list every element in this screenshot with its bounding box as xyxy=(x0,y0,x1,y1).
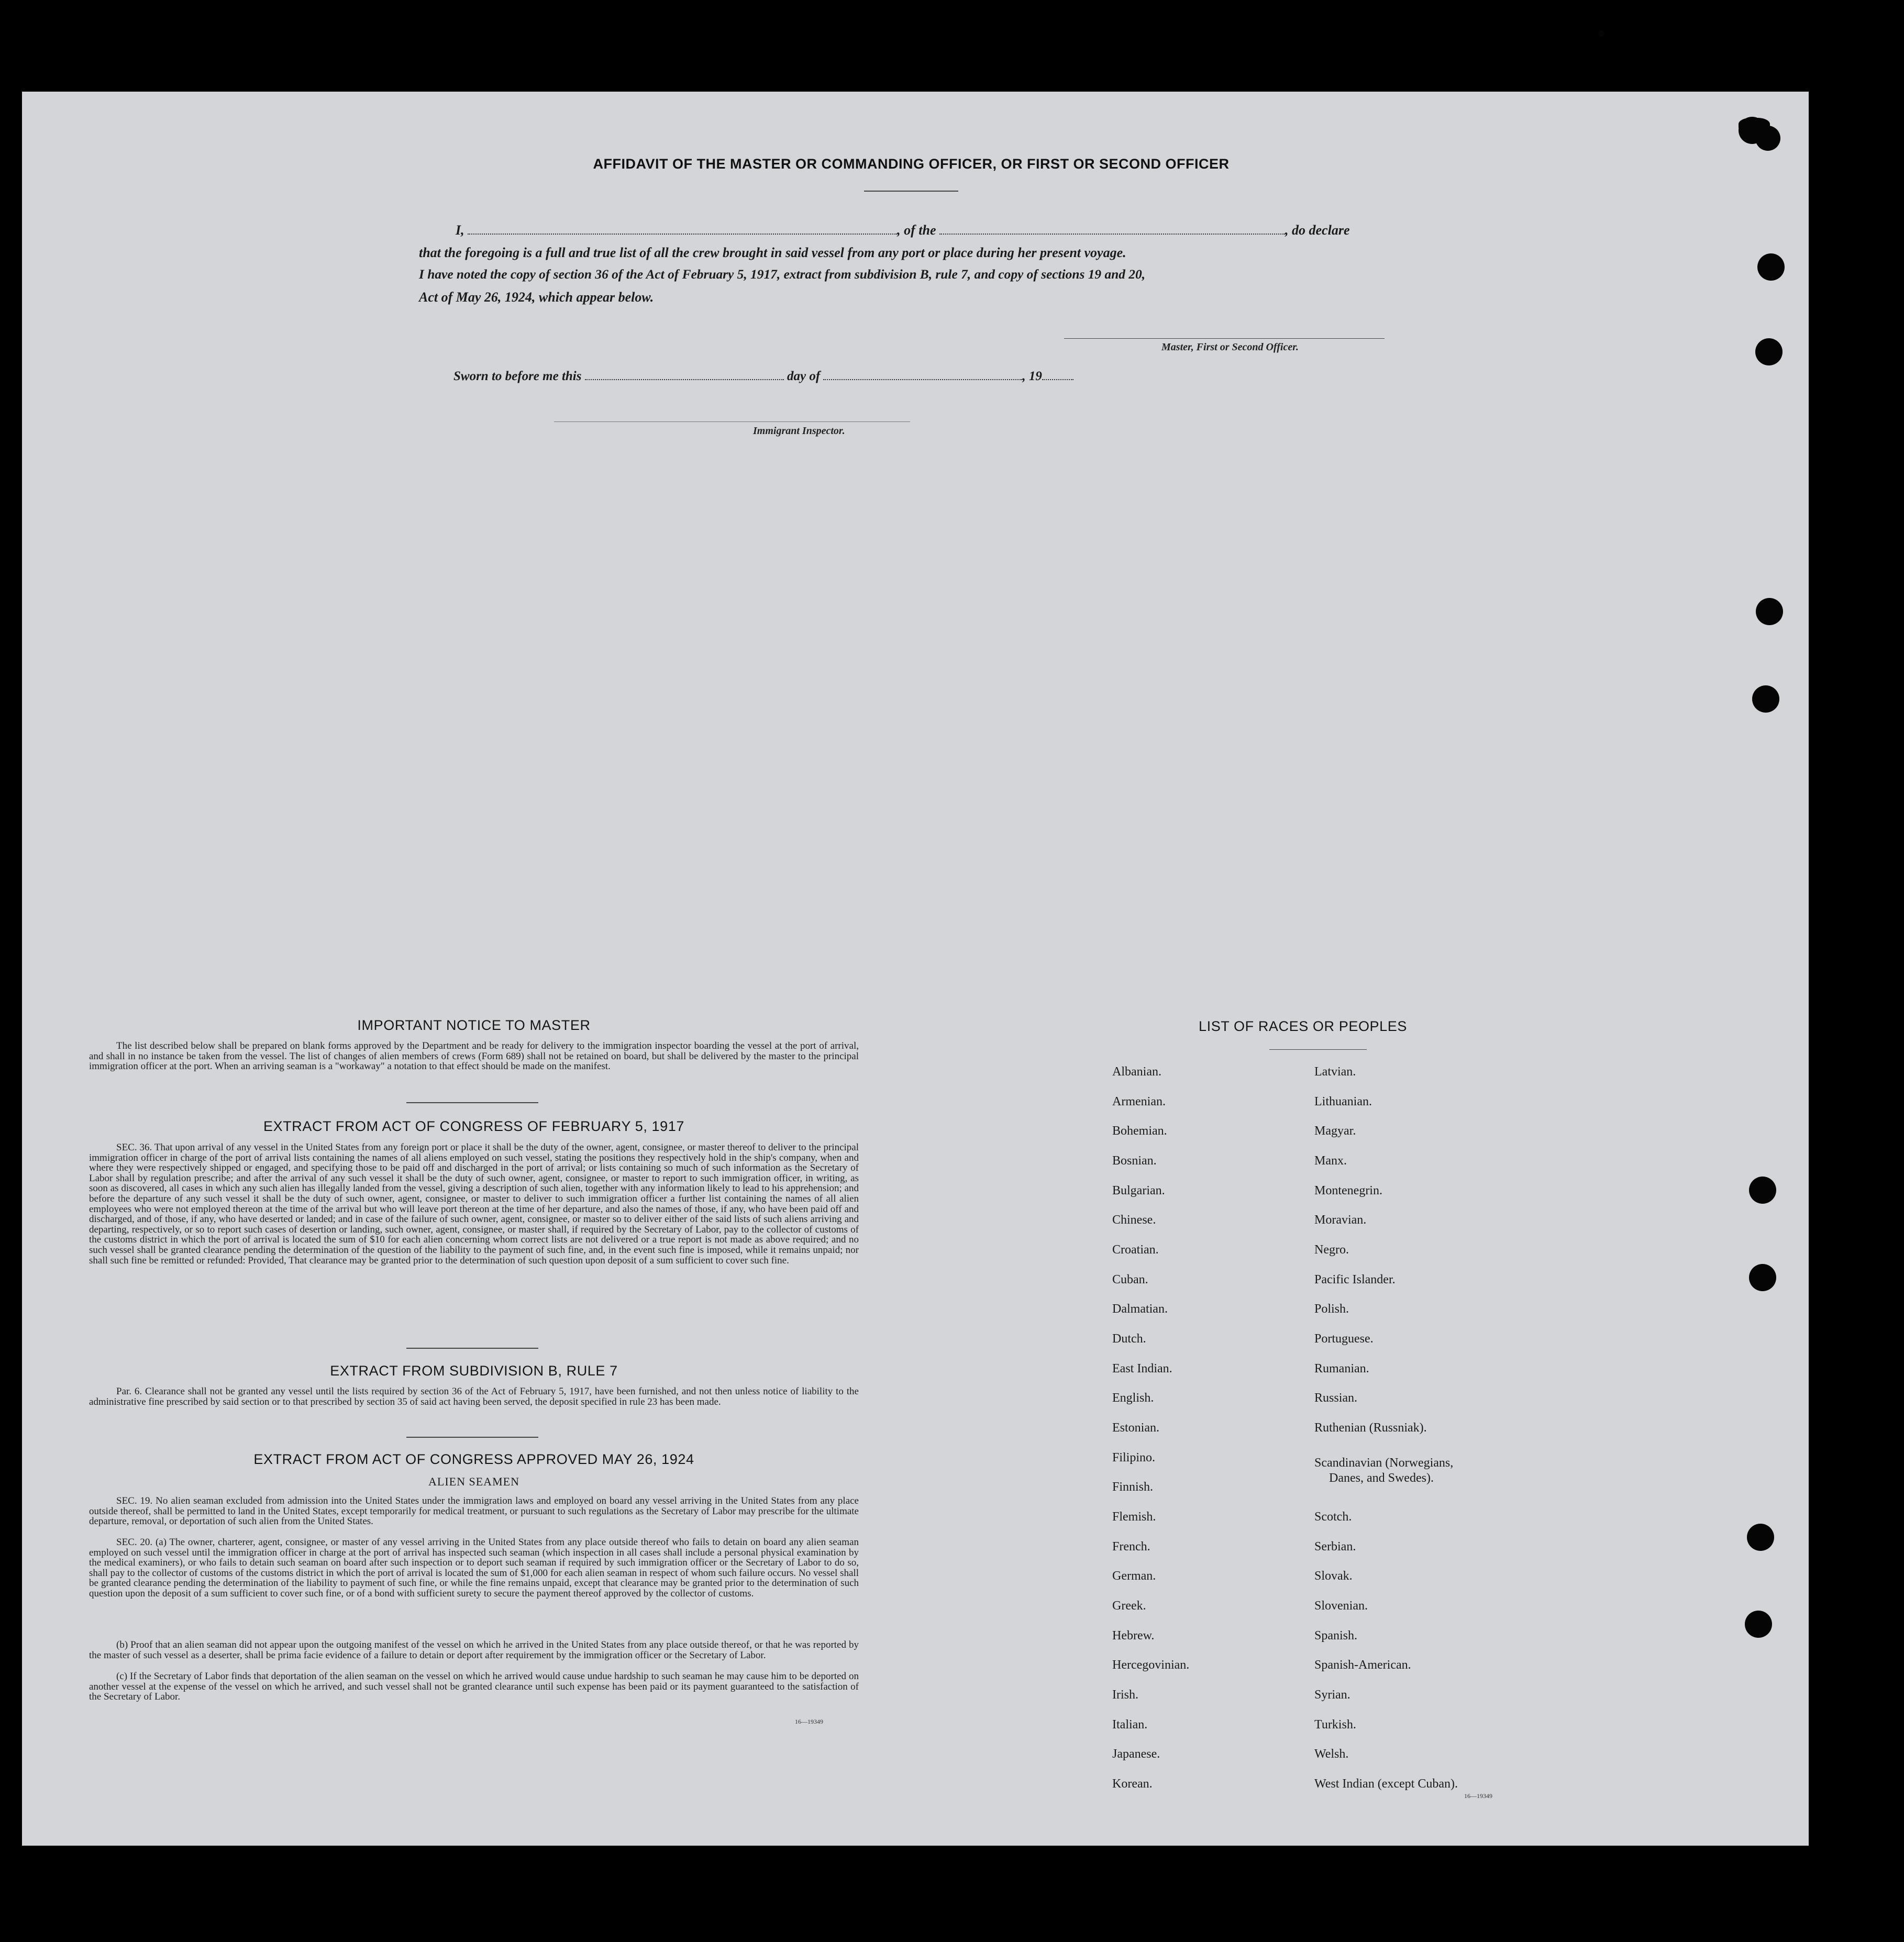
divider xyxy=(406,1348,538,1349)
sworn-label: Sworn to before me this xyxy=(453,369,582,383)
notice-title: IMPORTANT NOTICE TO MASTER xyxy=(357,1017,591,1033)
race-item: Greek. xyxy=(1112,1599,1146,1613)
race-item: Lithuanian. xyxy=(1314,1095,1372,1108)
affidavit-title: AFFIDAVIT OF THE MASTER OR COMMANDING OFFICER, OR FIRST OR SECOND OFFICER xyxy=(593,156,1230,172)
race-item: Rumanian. xyxy=(1314,1362,1369,1375)
punch-hole xyxy=(1598,30,1604,37)
sec20b-text: (b) Proof that an alien seaman did not appear upon the outgoing manifest of the vessel on which he arrived in the United States from any place outside thereof, or that he was reported by the master of such vessel as a deserter, shall be prima facie evidence of a failure to detain or deport after requirement by the immigration officer or the Secretary of Labor. xyxy=(89,1639,859,1661)
declaration-line-4: Act of May 26, 1924, which appear below. xyxy=(419,290,654,305)
extract-1924-title: EXTRACT FROM ACT OF CONGRESS APPROVED MAY 26, 1924 xyxy=(253,1451,694,1467)
punch-hole xyxy=(1749,1264,1776,1291)
sworn-month-field[interactable] xyxy=(823,369,1022,380)
race-item: French. xyxy=(1112,1540,1150,1553)
vessel-field[interactable] xyxy=(939,223,1285,235)
race-item: Italian. xyxy=(1112,1718,1148,1732)
race-item: Bohemian. xyxy=(1112,1124,1167,1138)
punch-hole xyxy=(1756,598,1783,625)
name-field[interactable] xyxy=(468,223,897,235)
race-item: Welsh. xyxy=(1314,1747,1349,1761)
declaration-line-1 xyxy=(456,219,1409,241)
sec20a-text: SEC. 20. (a) The owner, charterer, agent, consignee, or master of any vessel arriving in the United States from any place outside thereof who fails to detain on board any alien seaman employed on such vessel until the immigration officer in charge at the port of arrival has inspected such seaman (which inspection in all cases shall include a personal physical examination by the medical examiners), or who fails to detain such seaman on board after such inspection or to deport such seaman if required by such immigration officer or the Secretary of Labor to do so, shall pay to the collector of customs of the customs district in which the port of arrival is located the sum of $1,000 for each alien seaman in respect of whom such failure occurs. No vessel shall be granted clearance pending the determination of the liability to payment of such fine, or while the fine remains unpaid, except that clearance may be granted prior to the determination of such question upon the deposit of a sum sufficient to cover such fine, or of a bond with sufficient surety to secure the payment thereof approved by the collector of customs. xyxy=(89,1537,859,1599)
race-item: Portuguese. xyxy=(1314,1332,1374,1346)
punch-hole xyxy=(1757,253,1785,281)
race-item: Korean. xyxy=(1112,1777,1153,1791)
race-item: Russian. xyxy=(1314,1391,1358,1405)
sec19-text: SEC. 19. No alien seaman excluded from admission into the United States under the immigration laws and employed on board any vessel arriving in the United States from any place outside thereof, shall be permitted to land in the United States, except temporarily for medical treatment, or pursuant to such regulations as the Secretary of Labor may prescribe for the ultimate departure, removal, or deportation of such alien from the United States. xyxy=(89,1495,859,1527)
sworn-day-field[interactable] xyxy=(585,369,784,380)
race-item: Bosnian. xyxy=(1112,1154,1157,1168)
race-item: Spanish. xyxy=(1314,1629,1358,1643)
race-item: German. xyxy=(1112,1569,1156,1583)
sec20c-text: (c) If the Secretary of Labor finds that deportation of the alien seaman on the vessel on which he arrived would cause undue hardship to such seaman he may cause him to be deported on another vessel at the expense of the vessel on which he arrived, and such vessel shall not be granted clearance until such expense has been paid or its payment guaranteed to the satisfaction of the Secretary of Labor. xyxy=(89,1671,859,1703)
race-item: Pacific Islander. xyxy=(1314,1273,1396,1286)
day-of-label: day of xyxy=(787,369,821,383)
race-item: Cuban. xyxy=(1112,1273,1148,1286)
race-item: Hebrew. xyxy=(1112,1629,1155,1643)
divider xyxy=(1269,1049,1367,1050)
race-item: Polish. xyxy=(1314,1302,1349,1316)
race-item: Spanish-American. xyxy=(1314,1658,1411,1672)
divider xyxy=(864,191,958,192)
punch-hole xyxy=(1752,685,1779,713)
alien-seamen-subtitle: ALIEN SEAMEN xyxy=(428,1475,519,1488)
race-item: Latvian. xyxy=(1314,1065,1356,1079)
i-label: I, xyxy=(456,223,464,238)
race-item: Slovenian. xyxy=(1314,1599,1368,1613)
race-item: Dalmatian. xyxy=(1112,1302,1168,1316)
race-item: West Indian (except Cuban). xyxy=(1314,1777,1458,1791)
races-title: LIST OF RACES OR PEOPLES xyxy=(1198,1018,1408,1034)
rule7-text: Par. 6. Clearance shall not be granted any vessel until the lists required by section 36 of the Act of February 5, 1917, have been furnished, and not then unless notice of liability to the administrative fine prescribed by said section or to that prescribed by section 35 of said act having been served, the deposit specified in rule 23 has been made. xyxy=(89,1386,859,1407)
punch-hole xyxy=(1755,338,1783,365)
race-item: Scotch. xyxy=(1314,1510,1352,1524)
extract-1917-text: SEC. 36. That upon arrival of any vessel in the United States from any foreign port or place it shall be the duty of the owner, agent, consignee, or master thereof to deliver to the principal immigration officer in charge of the port of arrival lists containing the names of all aliens employed on such vessel, stating the positions they respectively hold in the ship's company, when and where they were respectively shipped or engaged, and specifying those to be paid off and discharged in the port of arrival; or lists containing so much of such information as the Secretary of Labor shall by regulation prescribe; and after the arrival of any such vessel it shall be the duty of such owner, agent, consignee, or master to report to such immigration officer, in writing, as soon as discovered, all cases in which any such alien has illegally landed from the vessel, giving a description of such alien, together with any information likely to lead to his apprehension; and before the departure of any such vessel it shall be the duty of such owner, agent, consignee, or master to deliver to such immigration officer a further list containing the names of all alien employees who were not employed thereon at the time of the arrival but who will leave port thereon at the time of her departure, and also the names of those, if any, who have been paid off and discharged, and of those, if any, who have deserted or landed; and in case of the failure of such owner, agent, consignee, or master so to deliver either of the said lists of such aliens arriving and departing, respectively, or so to report such cases of desertion or landing, such owner, agent, consignee, or master shall, if required by the Secretary of Labor, pay to the collector of customs of the customs district in which the port of arrival is located the sum of $10 for each alien concerning whom correct lists are not delivered or a true report is not made as above required; and no such vessel shall be granted clearance pending the determination of the question of the liability to the payment of such fine, and, in the event such fine is imposed, while it remains unpaid; nor shall such fine be remitted or refunded: Provided, That clearance may be granted prior to the determination of such question upon deposit of a sum sufficient to cover such fine. xyxy=(89,1142,859,1266)
punch-hole xyxy=(1749,1177,1776,1204)
race-item: Serbian. xyxy=(1314,1540,1356,1553)
punch-hole xyxy=(1739,118,1770,134)
race-item: Turkish. xyxy=(1314,1718,1356,1732)
notice-text: The list described below shall be prepared on blank forms approved by the Department and be ready for delivery to the immigration inspector boarding the vessel at the port of arrival, and shall in no instance be taken from the vessel. The list of changes of alien members of crews (Form 689) shall not be retained on board, but shall be delivered by the master to the principal immigration officer at the port. When an arriving seaman is a "workaway" a notation to that effect should be made on the manifest. xyxy=(89,1040,859,1072)
signature-line xyxy=(1064,338,1385,339)
form-number: 16—19349 xyxy=(795,1718,823,1725)
sworn-line xyxy=(453,365,1073,387)
extract-1917-title: EXTRACT FROM ACT OF CONGRESS OF FEBRUARY 5, 1917 xyxy=(263,1118,684,1134)
inspector-caption: Immigrant Inspector. xyxy=(753,425,845,437)
do-declare-label: , do declare xyxy=(1285,223,1350,238)
inspector-line xyxy=(554,421,910,422)
race-item: East Indian. xyxy=(1112,1362,1172,1375)
divider xyxy=(406,1437,538,1438)
race-item: Manx. xyxy=(1314,1154,1347,1168)
of-the-label: , of the xyxy=(897,223,936,238)
sworn-year-field[interactable] xyxy=(1042,369,1073,380)
punch-hole xyxy=(1745,1611,1772,1638)
race-item: Scandinavian (Norwegians, xyxy=(1314,1456,1454,1470)
race-item: Dutch. xyxy=(1112,1332,1146,1346)
race-item: Estonian. xyxy=(1112,1421,1159,1435)
race-item: Montenegrin. xyxy=(1314,1184,1382,1197)
race-item: Chinese. xyxy=(1112,1213,1156,1227)
race-item: Japanese. xyxy=(1112,1747,1160,1761)
rule7-title: EXTRACT FROM SUBDIVISION B, RULE 7 xyxy=(330,1363,618,1379)
race-item: Irish. xyxy=(1112,1688,1138,1702)
race-item: Bulgarian. xyxy=(1112,1184,1165,1197)
race-item: Slovak. xyxy=(1314,1569,1353,1583)
declaration-line-2: that the foregoing is a full and true list of all the crew brought in said vessel from any port or place during her present voyage. xyxy=(419,245,1126,260)
race-item: Hercegovinian. xyxy=(1112,1658,1190,1672)
race-item: Armenian. xyxy=(1112,1095,1166,1108)
race-item: Negro. xyxy=(1314,1243,1349,1257)
race-item: Ruthenian (Russniak). xyxy=(1314,1421,1427,1435)
divider xyxy=(406,1102,538,1103)
declaration-line-3: I have noted the copy of section 36 of the Act of February 5, 1917, extract from subdivision B, rule 7, and copy of sections 19 and 20, xyxy=(419,267,1146,282)
race-item: Finnish. xyxy=(1112,1480,1154,1494)
race-item: Albanian. xyxy=(1112,1065,1161,1079)
race-item: Flemish. xyxy=(1112,1510,1156,1524)
signature-caption: Master, First or Second Officer. xyxy=(1161,341,1299,353)
race-item: Moravian. xyxy=(1314,1213,1367,1227)
year-label: , 19 xyxy=(1022,369,1042,383)
races-form-number: 16—19349 xyxy=(1464,1792,1492,1800)
race-item: Syrian. xyxy=(1314,1688,1350,1702)
race-item: Danes, and Swedes). xyxy=(1329,1471,1434,1485)
race-item: Magyar. xyxy=(1314,1124,1356,1138)
race-item: Filipino. xyxy=(1112,1451,1156,1464)
race-item: Croatian. xyxy=(1112,1243,1159,1257)
race-item: English. xyxy=(1112,1391,1154,1405)
punch-hole xyxy=(1747,1524,1774,1551)
